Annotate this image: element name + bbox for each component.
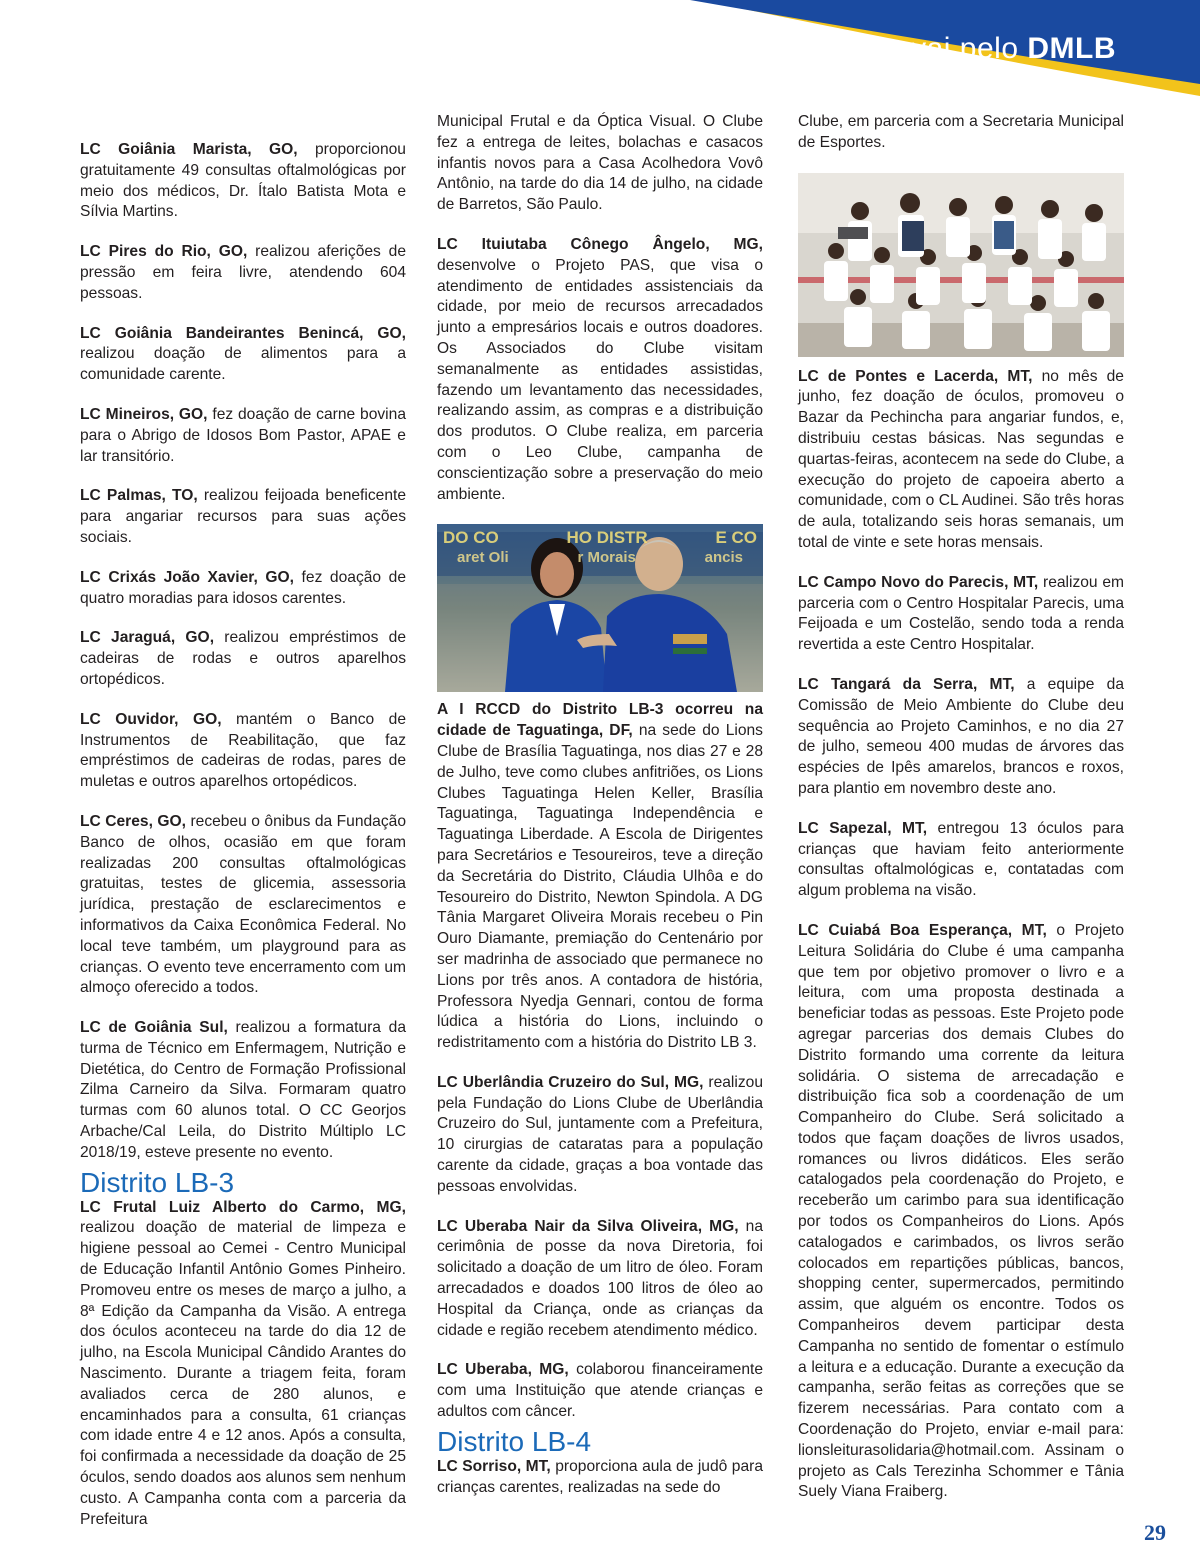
article-pires-do-rio: LC Pires do Rio, GO, realizou aferições de pressão em feira livre, atendendo 604 pessoas.	[80, 243, 406, 302]
photo-capoeira-group	[798, 173, 1124, 357]
column-3	[798, 112, 1124, 1522]
article-sorriso: LC Sorriso, MT, proporciona aula de judô para crianças carentes, realizadas na sede do	[437, 1457, 763, 1496]
article-goiania-sul: LC de Goiânia Sul, realizou a formatura da turma de Técnico em Enfermagem, Nutrição e Dietética, do Centro de Formação Profissional Zilma Carneiro da Silva. Formaram quatro turmas com 60 alunos total. O CC Georjos Arbache/Cal Leila, do Distrito Múltiplo LC 2018/19, esteve presente no evento.	[80, 1019, 407, 1161]
article-campo-novo: LC Campo Novo do Parecis, MT, realizou em parceria com o Centro Hospitalar Parecis, uma Feijoada e um Costelão, sendo toda a renda revertida a este Centro Hospitalar.	[798, 573, 1124, 654]
article-goiania-marista: LC Goiânia Marista, GO, proporcionou gratuitamente 49 consultas oftalmológicas por meio dos médicos, Dr. Ítalo Batista Mota e Sílvia Martins.	[80, 141, 406, 221]
article-uberaba-nair: LC Uberaba Nair da Silva Oliveira, MG, na cerimônia de posse da nova Diretoria, foi solicitado a doação de um litro de óleo. Foram arrecadados e doados 100 litros de óleo ao Hospital da Criança, onde as crianças da cidade e região recebem atendimento médico.	[437, 1217, 763, 1339]
article-crixas: LC Crixás João Xavier, GO, fez doação de quatro moradias para idosos carentes.	[80, 568, 406, 607]
article-frutal: LC Frutal Luiz Alberto do Carmo, MG, realizou doação de material de limpeza e higiene pessoal ao Cemei - Centro Municipal de Educação Infantil Antônio Gomes Pinheiro. Promoveu entre os meses de março a julho, a 8ª Edição da Campanha da Visão. A entrega dos óculos aconteceu na tarde do dia 12 de julho, na Escola Municipal Cândido Arantes do Nascimento. Durante a triagem feita, foram avaliados cerca de 280 alunos, e encaminhados para a consulta, 61 crianças com idade entre 4 e 12 anos. Após a consulta, foi confirmada a necessidade da doação de 25 óculos, sendo doados aos alunos sem nenhum custo. A Campanha conta com a parceria da Prefeitura	[80, 1198, 406, 1528]
article-uberlandia: LC Uberlândia Cruzeiro do Sul, MG, realizou pela Fundação do Lions Clube de Uberlândia Cruzeiro do Sul, juntamente com a Prefeitura, 10 cirurgias de cataratas para a população carente da cidade, graças a boa vontade das pessoas envolvidas.	[437, 1073, 763, 1195]
banner-fragment: E CO	[715, 528, 757, 548]
article-tangara: LC Tangará da Serra, MT, a equipe da Comissão de Meio Ambiente do Clube deu sequência ao Projeto Caminhos, e no dia 27 de julho, semeou 400 mudas de árvores das espécies de Ipês amarelos, brancos e roxos, para plantio em novembro deste ano.	[798, 675, 1125, 797]
article-ituiutaba: LC Ituiutaba Cônego Ângelo, MG, desenvolve o Projeto PAS, que visa o atendimento de entidades assistenciais da cidade, por meio de recursos arrecadados junto a empresários locais e outros doadores. Os Associados do Clube visitam semanalmente as entidades assistidas, fazendo um levantamento das necessidades, realizando assim, as compras e a distribuição dos produtos. O Clube realiza, em parceria com o Leo Clube, campanha de conscientização sobre a preservação do meio ambiente.	[437, 235, 763, 503]
banner-fragment: ancis	[704, 549, 743, 567]
banner-fragment: HO DISTR	[566, 528, 648, 548]
district-heading-lb4: Distrito LB-4	[437, 1425, 592, 1457]
photo-banner-text	[437, 528, 763, 568]
article-ouvidor: LC Ouvidor, GO, mantém o Banco de Instrumentos de Reabilitação, que faz empréstimos de cadeiras de rodas, pares de muletas e outros aparelhos ortopédicos.	[80, 710, 406, 791]
article-goiania-bandeirantes: LC Goiânia Bandeirantes Benincá, GO, realizou doação de alimentos para a comunidade carente.	[80, 324, 406, 384]
article-rccd-taguatinga: A I RCCD do Distrito LB-3 ocorreu na cidade de Taguatinga, DF, na sede do Lions Clube de Brasília Taguatinga, nos dias 27 e 28 de Julho, teve como clubes anfitriões, os Lions Clubes Taguatinga Helen Keller, Brasília Taguatinga, Taguatinga Independência e Taguatinga Liberdade. A Escola de Dirigentes para Secretários e Tesoureiros, teve a direção da Secretária do Distrito, Cláudia Ulhôa e do Tesoureiro do Distrito, Newton Spindola. A DG Tânia Margaret Oliveira Morais recebeu o Pin Ouro Diamante, premiação do Centenário por ser madrinha de associado que permanece no Lions por três anos. A contadora de história, Professora Nyedja Gennari, contou de forma lúdica a história do Lions, incluindo o redistritamento com a história do Distrito LB 3.	[437, 701, 763, 1052]
column-1	[80, 140, 406, 1549]
photo-rccd-ceremony	[437, 524, 763, 692]
article-palmas: LC Palmas, TO, realizou feijoada beneficente para angariar recursos para suas ações sociais.	[80, 487, 406, 546]
article-ceres: LC Ceres, GO, recebeu o ônibus da Fundação Banco de olhos, ocasião em que foram realizadas 200 consultas oftalmológicas gratuitas, testes de glicemia, assessoria jurídica, prestação de esclarecimentos e informativos da Caixa Econômica Federal. No local teve também, um playground para as crianças. O evento teve encerramento com um almoço oferecido a todos.	[80, 812, 406, 997]
article-sapezal: LC Sapezal, MT, entregou 13 óculos para crianças que haviam feito anteriormente consultas oftalmológicas e, contatadas com algum problema na visão.	[798, 819, 1124, 900]
banner-fragment: DO CO	[443, 528, 499, 548]
article-frutal-continuation: Municipal Frutal e da Óptica Visual. O Clube fez a entrega de leites, bolachas e casacos infantis novos para a Casa Acolhedora Vovô Antônio, na tarde do dia 14 de julho, na cidade de Barretos, São Paulo.	[437, 113, 763, 214]
article-mineiros: LC Mineiros, GO, fez doação de carne bovina para o Abrigo de Idosos Bom Pastor, APAE e lar transitório.	[80, 405, 406, 465]
photo-capoeira-illustration	[798, 173, 1124, 357]
article-jaragua: LC Jaraguá, GO, realizou empréstimos de cadeiras de rodas e outros aparelhos ortopédicos.	[80, 629, 406, 688]
article-sorriso-continuation: Clube, em parceria com a Secretaria Municipal de Esportes.	[798, 113, 1124, 151]
article-cuiaba: LC Cuiabá Boa Esperança, MT, o Projeto Leitura Solidária do Clube é uma campanha que tem por objetivo promover o livro e a leitura, com uma proposta destinada a beneficiar todas as pessoas. Este Projeto pode agregar parcerias dos demais Clubes do Distrito formando uma corrente da leitura solidária. O sistema de arrecadação e distribuição fica sob a coordenação de um Companheiro do Clube. Será solicitado a todos que façam doações de livros usados, romances ou livros didáticos. Eles serão catalogados pela coordenação do Projeto, e receberão um carimbo para sua identificação por todos os Companheiros do Lions. Após catalogados e carimbados, os livros serão colocados em repartições públicas, bancos, shopping center, supermercados, permitindo assim, que alguém os encontre. Todos os Companheiros devem participar desta Campanha no sentido de fomentar o estímulo a leitura e a educação. Durante a execução da campanha, serão feitas as correções que se fizerem necessárias. Para contato com a Coordenação do Projeto, enviar e-mail para: lionsleiturasolidaria@hotmail.com. Assinam o projeto as Cals Terezinha Schommer e Tânia Suely Viana Fraiberg.	[798, 921, 1124, 1501]
article-uberaba: LC Uberaba, MG, colaborou financeiramente com uma Instituição que atende crianças e adultos com câncer.	[437, 1361, 763, 1421]
banner-fragment: aret Oli	[457, 549, 509, 567]
page-number: 29	[1144, 1520, 1166, 1545]
article-pontes-lacerda: LC de Pontes e Lacerda, MT, no mês de junho, fez doação de óculos, promoveu o Bazar da Pechincha para angariar fundos, e, distribuiu cestas básicas. Nas segundas e quartas-feiras, acontecem na sede do Clube, a execução do projeto de capoeira aberto a comunidade, com o CL Audinei. São três horas de aula, totalizando seis horas semanais, um total de vinte e sete horas mensais.	[798, 367, 1124, 551]
district-heading-lb3: Distrito LB-3	[80, 1166, 235, 1198]
page-header-title: O que vai pelo DMLB	[818, 32, 1116, 65]
column-2	[437, 112, 763, 1517]
banner-fragment: r Morais	[577, 549, 636, 567]
